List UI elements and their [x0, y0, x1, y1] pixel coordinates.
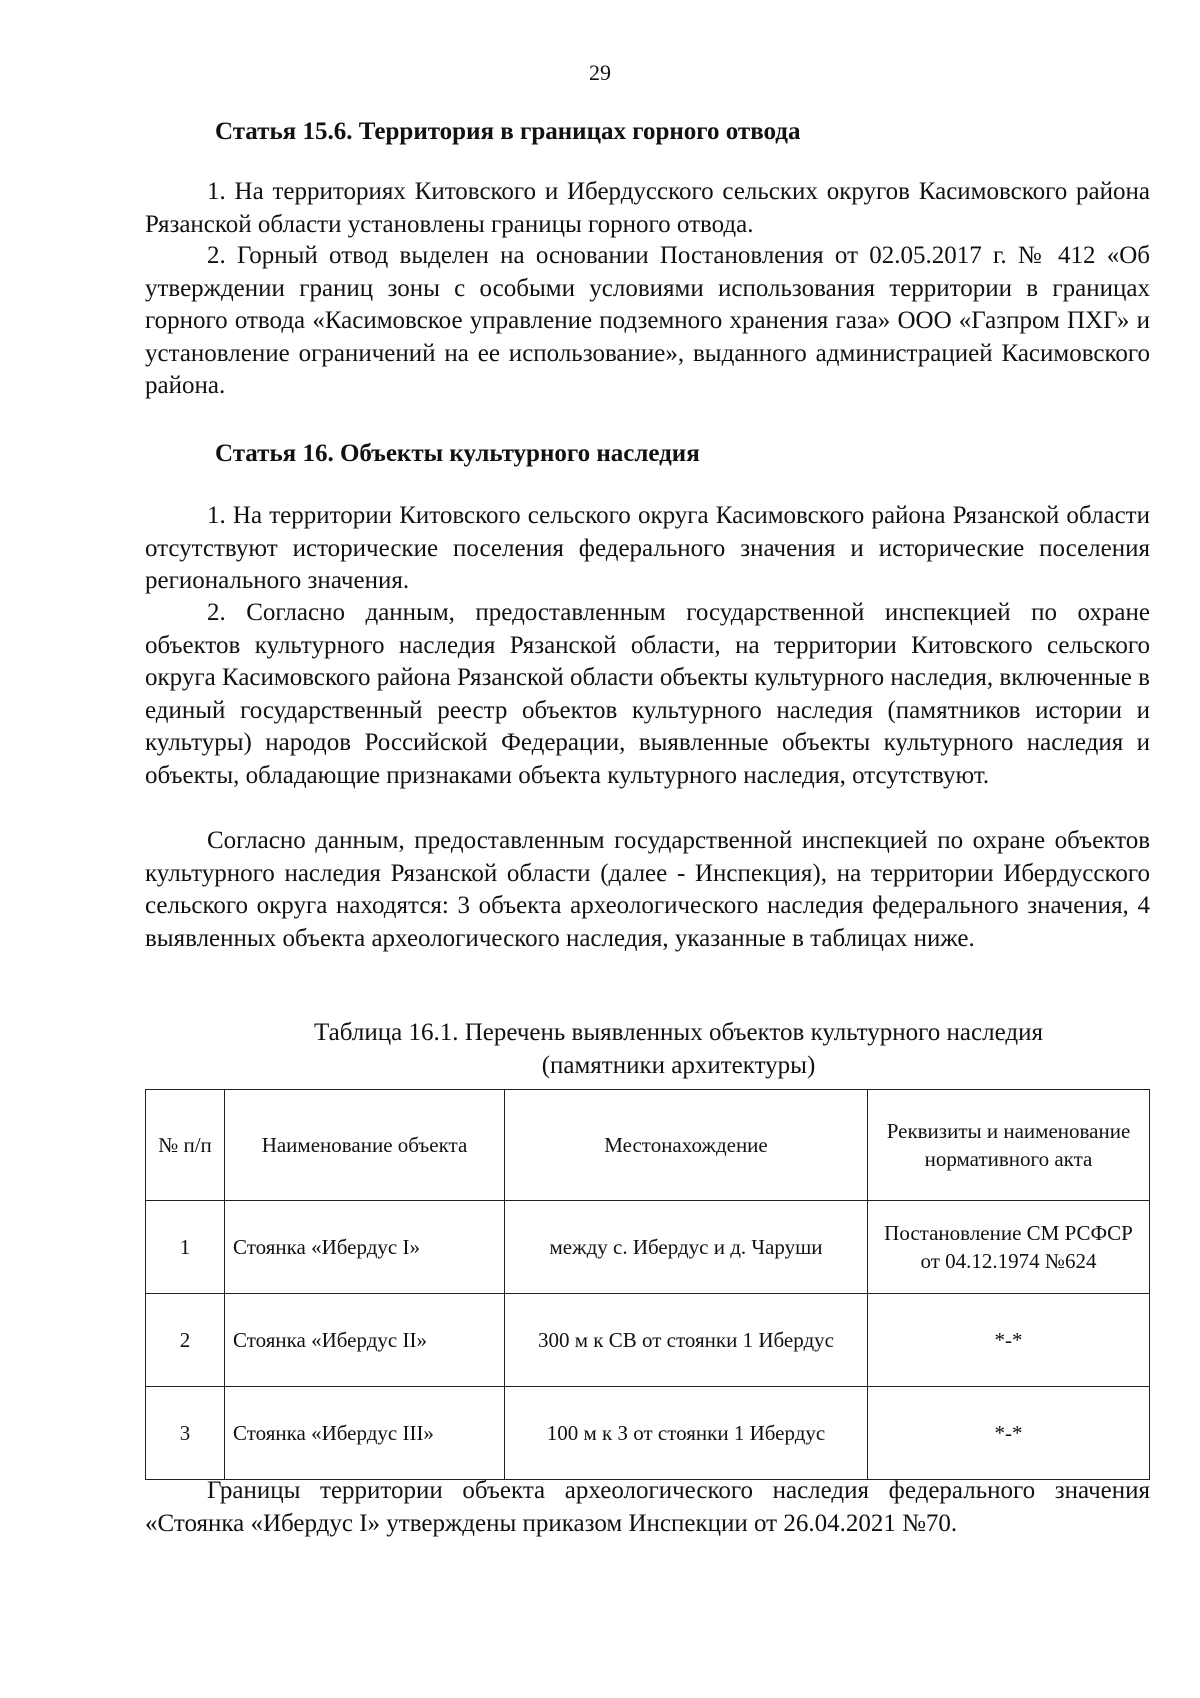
- table-header-row: [146, 1090, 1150, 1201]
- section-16-paragraph-3: Согласно данным, предоставленным государственной инспекцией по охране объектов культурного наследия Рязанской области (далее - Инспекция), на территории Ибердусского сельского округа находятся: 3 объекта археологического наследия федерального значения, 4 выявленных объекта археологического наследия, указанные в таблицах ниже.: [145, 827, 1150, 952]
- object-legal-act: Постановление СМ РСФСР от 04.12.1974 №624: [868, 1201, 1150, 1294]
- table-row: [146, 1294, 1150, 1387]
- object-location: между с. Ибердус и д. Чаруши: [505, 1201, 868, 1294]
- section-16-paragraph-2: 2. Согласно данным, предоставленным государственной инспекцией по охране объектов культурного наследия Рязанской области, на территории Китовского сельского округа Касимовского района Рязанской области объекты культурного наследия, включенные в единый государственный реестр объектов культурного наследия (памятников истории и культуры) народов Российской Федерации, выявленные объекты культурного наследия и объекты, обладающие признаками объекта культурного наследия, отсутствуют.: [145, 599, 1150, 789]
- object-name: Стоянка «Ибердус I»: [225, 1201, 505, 1294]
- section-15-6-paragraph-1: 1. На территориях Китовского и Ибердусского сельских округов Касимовского района Рязанской области установлены границы горного отвода.: [145, 178, 1150, 238]
- page-number: 29: [589, 60, 611, 85]
- section-15-6-paragraph-2: 2. Горный отвод выделен на основании Постановления от 02.05.2017 г. № 412 «Об утверждении границ зоны с особыми условиями использования территории в границах горного отвода «Касимовское управление подземного хранения газа» ООО «Газпром ПХГ» и установление ограничений на ее использование», выданного администрацией Касимовского района.: [145, 242, 1150, 399]
- object-legal-act: *-*: [868, 1294, 1150, 1387]
- section-16-heading: Статья 16. Объекты культурного наследия: [215, 440, 700, 467]
- object-location: 300 м к СВ от стоянки 1 Ибердус: [505, 1294, 868, 1387]
- table-caption: [145, 1016, 1150, 1082]
- heritage-objects-table: [145, 1089, 1150, 1480]
- row-number: 2: [146, 1294, 225, 1387]
- header-legal-act: Реквизиты и наименование нормативного акта: [868, 1090, 1150, 1201]
- object-name: Стоянка «Ибердус III»: [225, 1387, 505, 1480]
- row-number: 1: [146, 1201, 225, 1294]
- object-legal-act: *-*: [868, 1387, 1150, 1480]
- table-row: [146, 1201, 1150, 1294]
- section-16-paragraph-1: 1. На территории Китовского сельского округа Касимовского района Рязанской области отсутствуют исторические поселения федерального значения и исторические поселения регионального значения.: [145, 502, 1150, 594]
- row-number: 3: [146, 1387, 225, 1480]
- table-caption-title: Таблица 16.1. Перечень выявленных объектов культурного наследия: [314, 1019, 1043, 1046]
- header-object-name: Наименование объекта: [225, 1090, 505, 1201]
- header-location: Местонахождение: [505, 1090, 868, 1201]
- object-location: 100 м к З от стоянки 1 Ибердус: [505, 1387, 868, 1480]
- table-caption-subtitle: (памятники архитектуры): [541, 1052, 816, 1079]
- section-15-6-heading: Статья 15.6. Территория в границах горного отвода: [215, 118, 801, 145]
- closing-paragraph: Границы территории объекта археологического наследия федерального значения «Стоянка «Ибердус I» утверждены приказом Инспекции от 26.04.2021 №70.: [145, 1477, 1150, 1537]
- header-number: № п/п: [146, 1090, 225, 1201]
- table-row: [146, 1387, 1150, 1480]
- object-name: Стоянка «Ибердус II»: [225, 1294, 505, 1387]
